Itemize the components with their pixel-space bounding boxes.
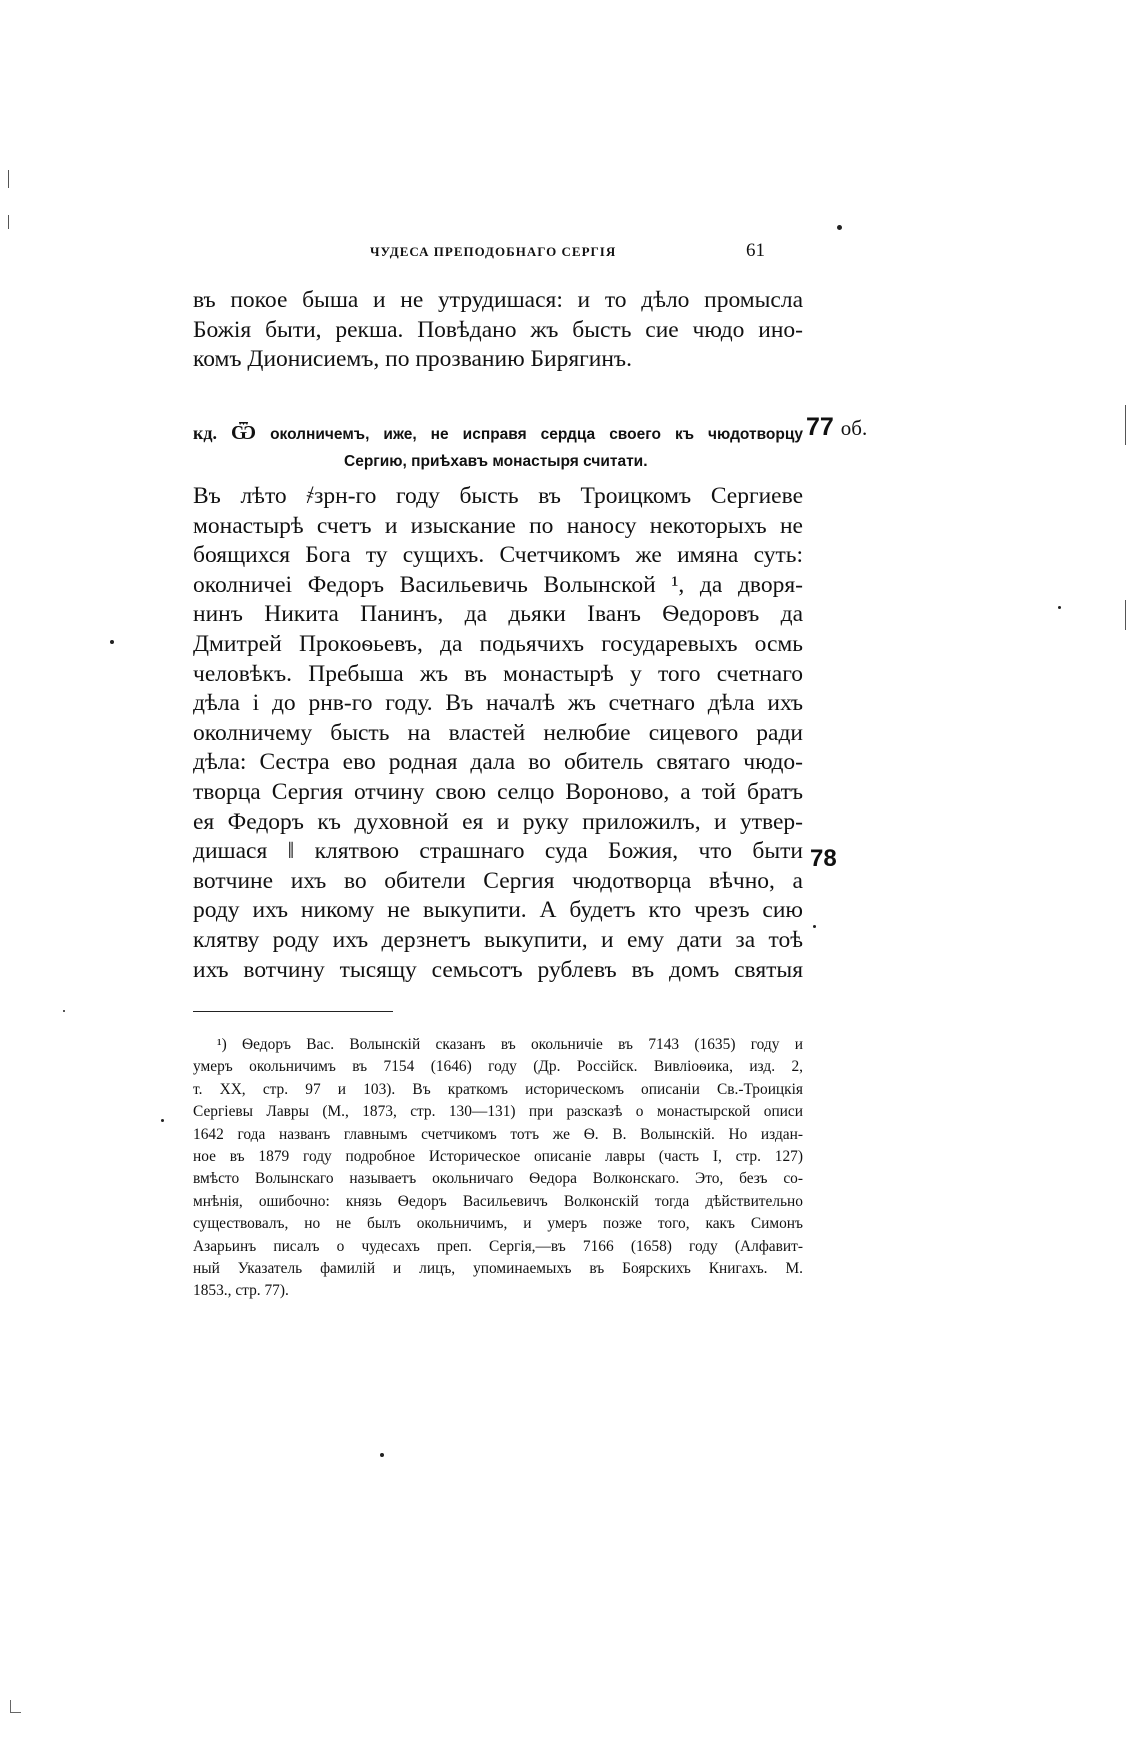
chapter-ot-glyph: Ѿ [231, 422, 257, 444]
footnote-line: умеръ окольничимъ въ 7154 (1646) году (Др. Россійск. Вивліоѳика, изд. 2, [193, 1058, 803, 1076]
text-line: комъ Дионисиемъ, по прозванию Бирягинъ. [193, 346, 632, 373]
intro-paragraph [193, 286, 803, 375]
scan-edge-mark [1125, 600, 1126, 630]
scan-edge-mark [1125, 405, 1126, 445]
text-line: Божія быти, рекша. Повѣдано жъ бысть сие чюдо ино- [193, 316, 803, 343]
footnote [193, 1034, 803, 1303]
text-line: Въ лѣто ҂зрн-го году бысть въ Троицкомъ Сергиеве [193, 483, 803, 509]
footnote-line: Сергіевы Лавры (М., 1873, стр. 130—131) при разсказѣ о монастырской описи [193, 1103, 803, 1121]
text-line: роду ихъ никому не выкупити. А будетъ кто чрезъ сию [193, 897, 803, 924]
scan-speck [380, 1453, 384, 1457]
chapter-heading [193, 420, 803, 475]
page-number: 61 [746, 240, 765, 261]
margin-note-77 [806, 413, 867, 442]
text-line: человѣкъ. Пребыша жъ въ монастырѣ у того счетнаго [193, 660, 803, 687]
text-line: околничеі Федоръ Васильевичь Волынской ¹, да дворя- [193, 571, 803, 598]
footnote-line: ный Указатель фамилій и лицъ, упоминаемыхъ въ Боярскихъ Книгахъ. М. [193, 1260, 803, 1278]
footnote-line: вмѣсто Волынскаго называетъ окольничаго Ѳедора Волконскаго. Это, безъ со- [193, 1170, 803, 1188]
scan-corner-mark [10, 1700, 21, 1713]
text-line: монастырѣ счетъ и изыскание по наносу некоторыхъ не [193, 512, 803, 539]
scan-speck [63, 1010, 65, 1012]
text-line: ихъ вотчину тысящу семьсотъ рублевъ въ домъ святыя [193, 956, 803, 983]
main-paragraph [193, 482, 803, 985]
footnote-line: ное въ 1879 году подробное Историческое описаніе лавры (часть I, стр. 127) [193, 1148, 803, 1166]
scan-speck [161, 1119, 164, 1122]
margin-note-77-number: 77 [806, 413, 834, 441]
scan-speck [813, 925, 816, 928]
scan-edge-mark [8, 170, 9, 188]
chapter-heading-line-2: Сергию, приѣхавъ монастыря считати. [344, 453, 648, 470]
text-line: дѣла: Сестра ево родная дала во обитель святаго чюдо- [193, 749, 803, 776]
text-line: клятву роду ихъ дерзнетъ выкупити, и ему дати за тоѣ [193, 926, 803, 953]
chapter-heading-text: околничемъ, иже, не исправя сердца своего къ чюдотворцу [270, 426, 803, 443]
text-line: околничему бысть на властей нелюбие сицевого ради [193, 719, 803, 746]
footnote-line: Азарьинъ писалъ о чудесахъ преп. Сергія,—въ 7166 (1658) году (Алфавит- [193, 1237, 803, 1255]
margin-note-78: 78 [810, 845, 837, 872]
text-line: Дмитрей Прокоѳьевъ, да подьячихъ государевыхъ осмь [193, 630, 803, 657]
footnote-line: 1642 года названъ главнымъ счетчикомъ тотъ же Ѳ. В. Волынскій. Но издан- [193, 1125, 803, 1143]
text-line: вотчине ихъ во обители Сергия чюдотворца вѣчно, а [193, 867, 803, 894]
text-line: нинъ Никита Панинъ, да дьяки Іванъ Ѳедоровъ да [193, 601, 803, 628]
footnote-line: т. XX, стр. 97 и 103). Въ краткомъ историческомъ описаніи Св.-Троицкія [193, 1080, 803, 1098]
text-line: дишася ‖ клятвою страшнаго суда Божия, что быти [193, 838, 803, 865]
footnote-line: ¹) Ѳедоръ Вас. Волынскій сказанъ въ окольничіе въ 7143 (1635) году и [217, 1036, 803, 1053]
footnote-line: 1853., стр. 77). [193, 1282, 289, 1300]
scan-edge-mark [8, 215, 9, 229]
chapter-number: кд. [193, 423, 217, 443]
footnote-line: существовалъ, но не былъ окольничимъ, и умеръ позже того, какъ Симонъ [193, 1215, 803, 1233]
text-line: ея Федоръ къ духовной ея и руку приложилъ, и утвер- [193, 808, 803, 835]
scan-speck [110, 640, 114, 644]
margin-note-77-suffix: об. [840, 416, 868, 440]
chapter-heading-line-1 [193, 420, 803, 448]
text-line: въ покое быша и не утрудишася: и то дѣло промысла [193, 287, 803, 313]
footnote-line: мнѣнія, ошибочно: князь Ѳедоръ Васильевичъ Волконскій тогда дѣйствительно [193, 1192, 803, 1210]
running-title: ЧУДЕСА ПРЕПОДОБНАГО СЕРГІЯ [370, 244, 617, 259]
text-line: творца Сергия отчину свою селцо Вороново, а той братъ [193, 778, 803, 805]
text-line: боящихся Бога ту сущихъ. Счетчикомъ же имяна суть: [193, 542, 803, 569]
scan-speck [837, 225, 842, 230]
scan-speck [1058, 606, 1061, 609]
text-line: дѣла і до рнв-го году. Въ началѣ жъ счетнаго дѣла ихъ [193, 690, 803, 717]
footnote-separator [193, 1011, 393, 1012]
